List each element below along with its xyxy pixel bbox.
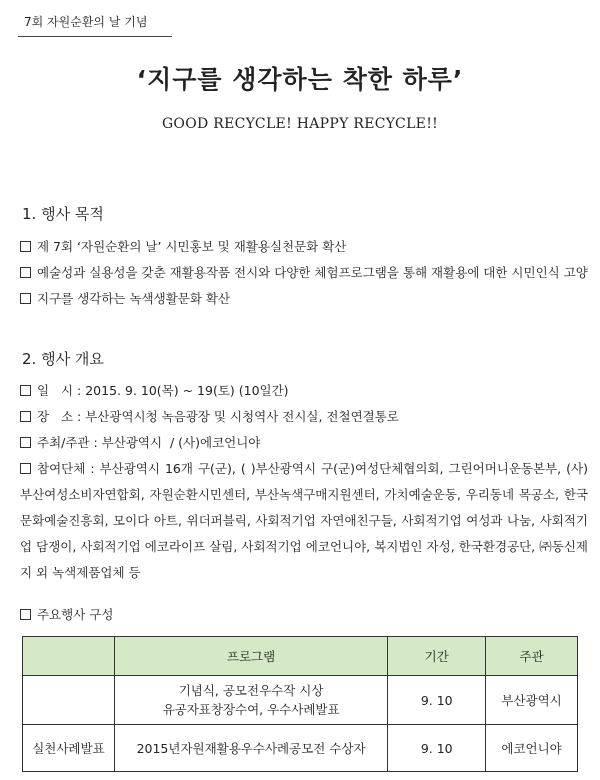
program-cell: 기념식, 공모전우수작 시상 유공자표창장수여, 우수사례발표 — [114, 676, 387, 725]
checkbox-icon — [20, 609, 31, 620]
overview-host: 주최/주관 : 부산광역시 / (사)에코언니야 — [20, 430, 588, 456]
table-row — [23, 725, 578, 772]
period-cell: 9. 10 — [388, 725, 486, 772]
organizer-cell: 부산광역시 — [486, 676, 578, 725]
organizer-cell: 에코언니야 — [486, 725, 578, 772]
checkbox-icon — [20, 463, 31, 474]
overview-participants: 참여단체 : 부산광역시 16개 구(군), ( )부산광역시 구(군)여성단체협의회, 그린어머니운동본부, (사)부산여성소비자연합회, 자원순환시민센터, 부산녹색구매지원센터, 가치예술운동, 우리동네 목공소, 한국문화예술진흥회, 모이다 아트, 위더퍼블릭, 사회적기업 자연애친구들, 사회적기업 여성과 나눔, 사회적기업 담쟁이, 사회적기업 에코라이프 살림, 사회적기업 에코언니야, 복지법인 자성, 한국환경공단, ㈜동신제지 외 녹색제품업체 등 — [20, 461, 588, 580]
purpose-list — [20, 234, 588, 312]
page-title: ‘지구를 생각하는 착한 하루’ — [136, 65, 464, 94]
page-subtitle: GOOD RECYCLE! HAPPY RECYCLE!! — [161, 116, 439, 132]
checkbox-icon — [20, 385, 31, 396]
checkbox-icon — [20, 437, 31, 448]
overview-list — [20, 378, 588, 586]
table-header-cell: 기간 — [388, 637, 486, 676]
period-cell: 9. 10 — [388, 676, 486, 725]
checkbox-icon — [20, 267, 31, 278]
purpose-item: 지구를 생각하는 녹색생활문화 확산 — [20, 286, 588, 312]
overview-date: 일 시 : 2015. 9. 10(목) ~ 19(토) (10일간) — [20, 378, 588, 404]
purpose-item: 제 7회 ‘자원순환의 날’ 시민홍보 및 재활용실천문화 확산 — [20, 234, 588, 260]
section-purpose-heading: 1. 행사 목적 — [22, 205, 104, 223]
table-header-cell — [23, 637, 115, 676]
category-cell — [23, 676, 115, 725]
purpose-item: 예술성과 실용성을 갖춘 재활용작품 전시와 다양한 체험프로그램을 통해 재활용에 대한 시민인식 고양 — [20, 260, 588, 286]
table-header-row — [23, 637, 578, 676]
table-row — [23, 676, 578, 725]
overview-place: 장 소 : 부산광역시청 녹음광장 및 시청역사 전시실, 전철연결통로 — [20, 404, 588, 430]
category-cell: 실천사례발표 — [23, 725, 115, 772]
main-events-table — [22, 636, 578, 772]
checkbox-icon — [20, 293, 31, 304]
event-tag: 7회 자원순환의 날 기념 — [18, 8, 172, 37]
table-header-cell: 프로그램 — [114, 637, 387, 676]
checkbox-icon — [20, 241, 31, 252]
main-events-heading: 주요행사 구성 — [20, 602, 588, 628]
program-cell: 2015년자원재활용우수사례공모전 수상자 — [114, 725, 387, 772]
checkbox-icon — [20, 411, 31, 422]
table-header-cell: 주관 — [486, 637, 578, 676]
section-overview-heading: 2. 행사 개요 — [22, 350, 104, 368]
